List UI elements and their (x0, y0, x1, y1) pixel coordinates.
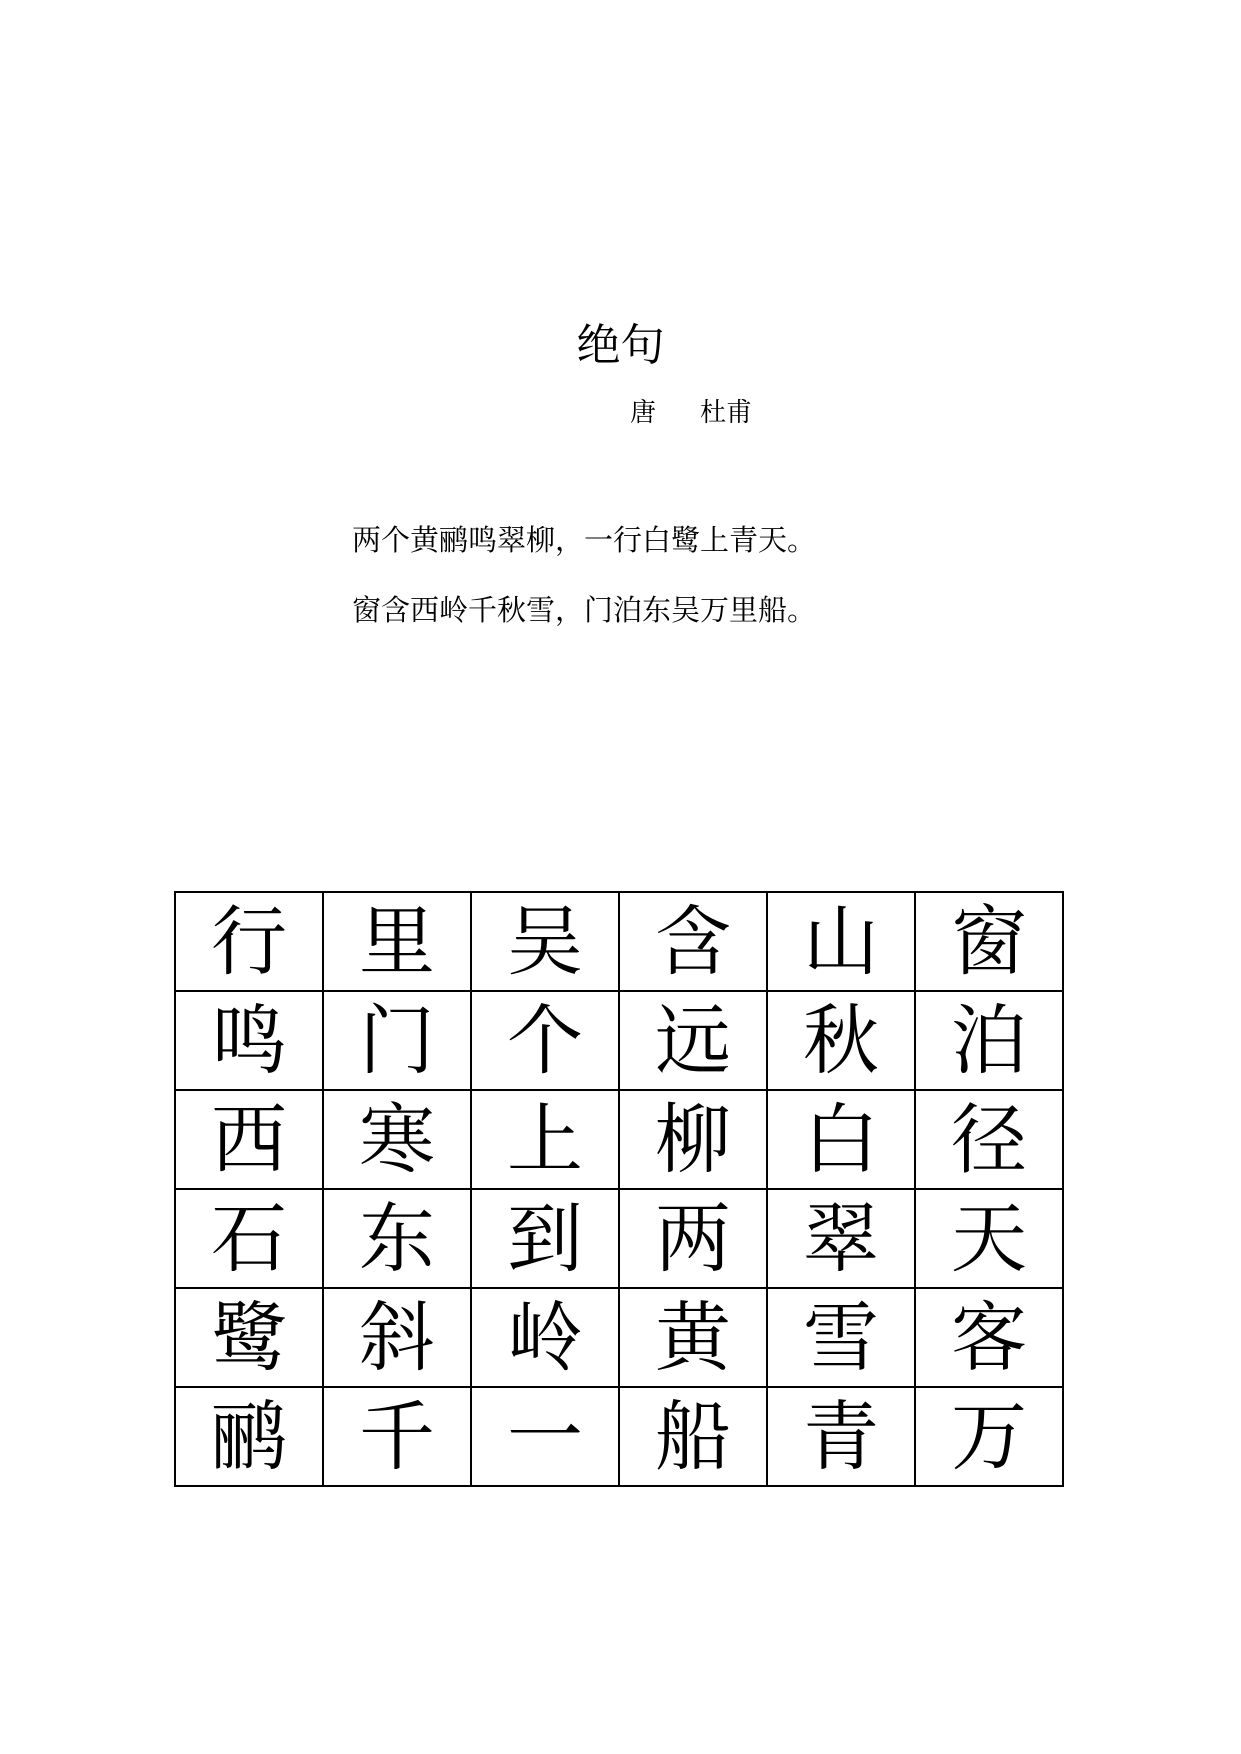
grid-cell[interactable]: 客 (915, 1288, 1063, 1387)
grid-cell[interactable]: 千 (323, 1387, 471, 1486)
grid-cell[interactable]: 斜 (323, 1288, 471, 1387)
character-grid (174, 891, 1064, 1487)
grid-row-6 (175, 1387, 1063, 1486)
grid-cell[interactable]: 径 (915, 1090, 1063, 1189)
grid-cell[interactable]: 白 (767, 1090, 915, 1189)
poem-line-2: 窗含西岭千秋雪，门泊东吴万里船。 (352, 593, 817, 627)
grid-cell[interactable]: 里 (323, 892, 471, 991)
poem-line-1: 两个黄鹂鸣翠柳，一行白鹭上青天。 (352, 523, 817, 557)
grid-row-4 (175, 1189, 1063, 1288)
grid-cell[interactable]: 翠 (767, 1189, 915, 1288)
poem-author: 杜甫 (700, 398, 753, 428)
grid-cell[interactable]: 秋 (767, 991, 915, 1090)
grid-cell[interactable]: 西 (175, 1090, 323, 1189)
grid-cell[interactable]: 天 (915, 1189, 1063, 1288)
grid-cell[interactable]: 鹭 (175, 1288, 323, 1387)
grid-cell[interactable]: 青 (767, 1387, 915, 1486)
grid-row-5 (175, 1288, 1063, 1387)
grid-cell[interactable]: 两 (619, 1189, 767, 1288)
grid-cell[interactable]: 含 (619, 892, 767, 991)
poem-text (352, 520, 912, 660)
grid-cell[interactable]: 窗 (915, 892, 1063, 991)
grid-cell[interactable]: 到 (471, 1189, 619, 1288)
grid-cell[interactable]: 东 (323, 1189, 471, 1288)
grid-cell[interactable]: 鹂 (175, 1387, 323, 1486)
grid-cell[interactable]: 行 (175, 892, 323, 991)
grid-row-3 (175, 1090, 1063, 1189)
grid-cell[interactable]: 石 (175, 1189, 323, 1288)
poem-title: 绝句 (576, 320, 665, 371)
grid-cell[interactable]: 黄 (619, 1288, 767, 1387)
poem-byline (630, 395, 752, 431)
grid-cell[interactable]: 个 (471, 991, 619, 1090)
grid-cell[interactable]: 柳 (619, 1090, 767, 1189)
grid-cell[interactable]: 鸣 (175, 991, 323, 1090)
grid-cell[interactable]: 门 (323, 991, 471, 1090)
grid-cell[interactable]: 万 (915, 1387, 1063, 1486)
grid-cell[interactable]: 岭 (471, 1288, 619, 1387)
poem-dynasty: 唐 (630, 398, 657, 428)
grid-cell[interactable]: 船 (619, 1387, 767, 1486)
grid-cell[interactable]: 一 (471, 1387, 619, 1486)
grid-cell[interactable]: 泊 (915, 991, 1063, 1090)
grid-cell[interactable]: 远 (619, 991, 767, 1090)
grid-cell[interactable]: 山 (767, 892, 915, 991)
grid-cell[interactable]: 雪 (767, 1288, 915, 1387)
grid-cell[interactable]: 寒 (323, 1090, 471, 1189)
grid-cell[interactable]: 上 (471, 1090, 619, 1189)
grid-cell[interactable]: 吴 (471, 892, 619, 991)
grid-row-2 (175, 991, 1063, 1090)
grid-row-1 (175, 892, 1063, 991)
